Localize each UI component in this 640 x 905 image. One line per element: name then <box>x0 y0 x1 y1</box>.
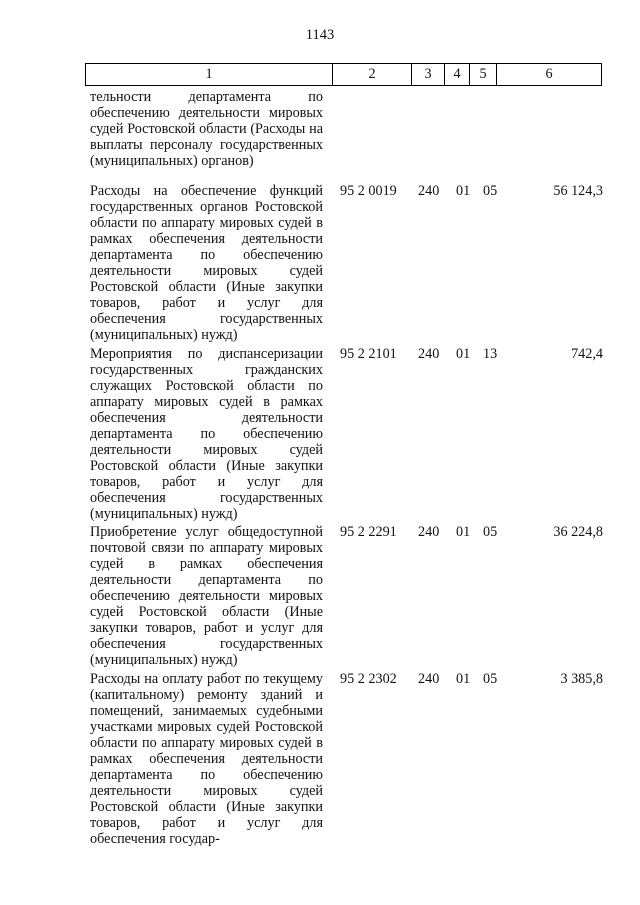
column-header-4: 4 <box>445 64 470 86</box>
row-expense-type: 240 <box>418 671 440 687</box>
column-header-3: 3 <box>412 64 445 86</box>
column-header-row <box>86 64 602 86</box>
column-header-2: 2 <box>333 64 412 86</box>
column-header-table <box>85 63 602 86</box>
row-expense-type: 240 <box>418 183 440 199</box>
row-code: 95 2 0019 <box>340 183 397 199</box>
row-amount: 56 124,3 <box>553 183 603 199</box>
row-description: Мероприятия по диспансеризации государственных гражданских служащих Ростовской области по аппарату мировых судей в рамках обеспечения деятельности департамента по обеспечению деятельности мировых судей Ростовской области (Иные закупки товаров, работ и услуг для обеспечения государственных (муниципальных) нужд) <box>90 346 323 522</box>
row-expense-type: 240 <box>418 524 440 540</box>
column-header-5: 5 <box>470 64 497 86</box>
row-amount: 742,4 <box>571 346 603 362</box>
row-expense-type: 240 <box>418 346 440 362</box>
row-section: 01 <box>456 524 471 540</box>
row-code: 95 2 2101 <box>340 346 397 362</box>
row-description: Расходы на оплату работ по текущему (капитальному) ремонту зданий и помещений, занимаемых судебными участками мировых судей Ростовской области по аппарату мировых судей в рамках обеспечения деятельности департамента по обеспечению деятельности мировых судей Ростовской области (Иные закупки товаров, работ и услуг для обеспечения государ- <box>90 671 323 847</box>
row-subsection: 05 <box>483 183 498 199</box>
column-header-1: 1 <box>86 64 333 86</box>
column-header-6: 6 <box>497 64 602 86</box>
row-section: 01 <box>456 671 471 687</box>
row-description: Приобретение услуг общедоступной почтовой связи по аппарату мировых судей в рамках обеспечения деятельности департамента по обеспечению деятельности мировых судей Ростовской области (Иные закупки товаров, работ и услуг для обеспечения государственных (муниципальных) нужд) <box>90 524 323 668</box>
row-subsection: 05 <box>483 524 498 540</box>
row-subsection: 13 <box>483 346 498 362</box>
row-section: 01 <box>456 183 471 199</box>
row-description: Расходы на обеспечение функций государственных органов Ростовской области по аппарату мировых судей в рамках обеспечения деятельности департамента по обеспечению деятельности мировых судей Ростовской области (Иные закупки товаров, работ и услуг для обеспечения государственных (муниципальных) нужд) <box>90 183 323 343</box>
row-amount: 36 224,8 <box>553 524 603 540</box>
row-code: 95 2 2302 <box>340 671 397 687</box>
row-section: 01 <box>456 346 471 362</box>
row-description: тельности департамента по обеспечению деятельности мировых судей Ростовской области (Расходы на выплаты персоналу государственных (муниципальных) органов) <box>90 89 323 169</box>
page-number: 1143 <box>305 27 335 43</box>
row-subsection: 05 <box>483 671 498 687</box>
row-amount: 3 385,8 <box>560 671 603 687</box>
row-code: 95 2 2291 <box>340 524 397 540</box>
